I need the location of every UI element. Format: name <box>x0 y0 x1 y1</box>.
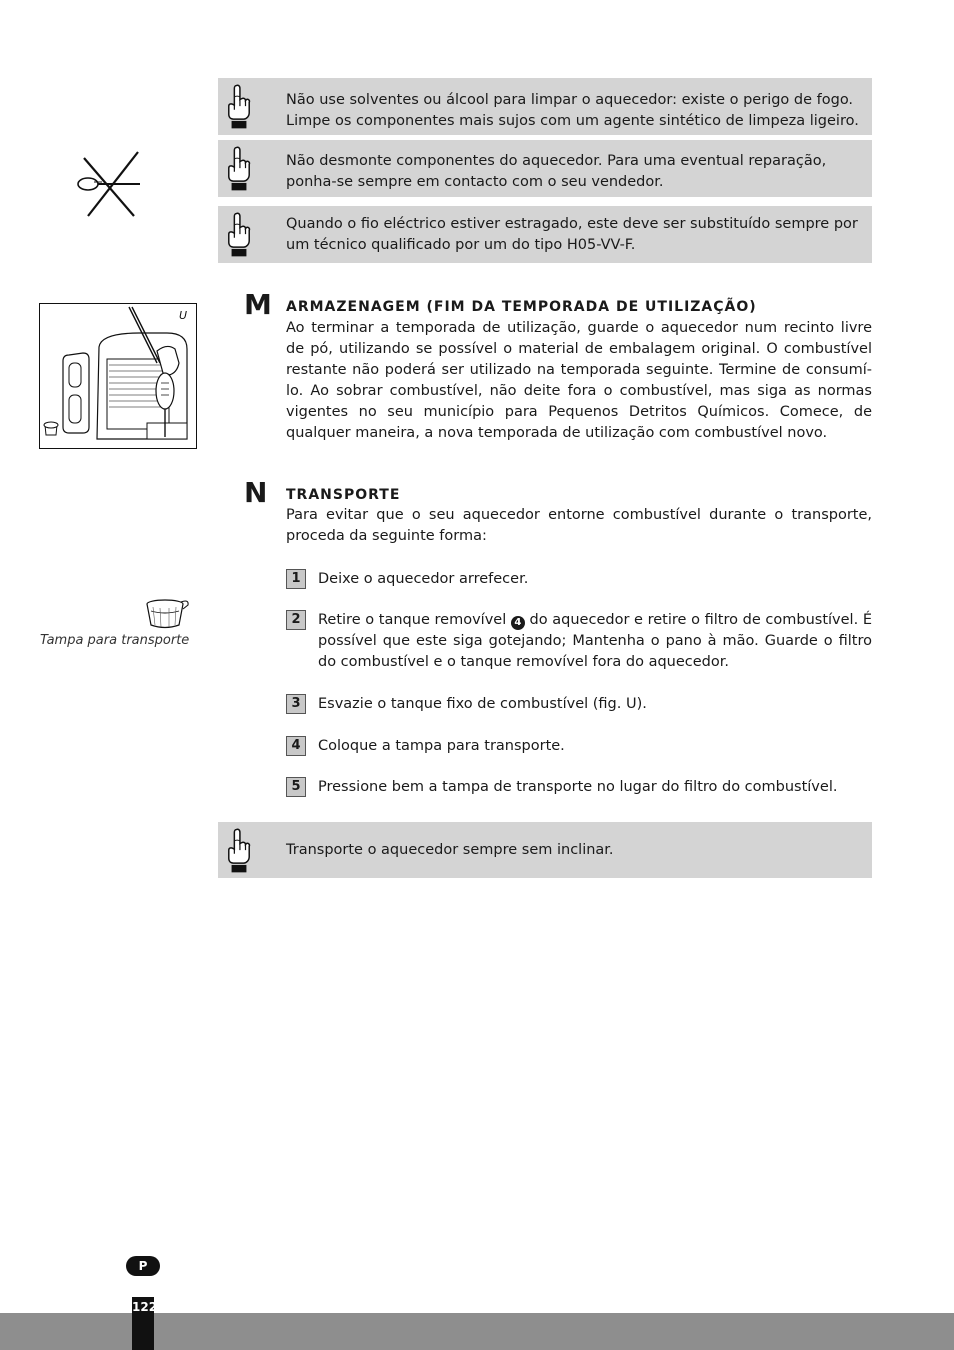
section-letter-m: M <box>244 288 272 321</box>
transport-intro-paragraph: Para evitar que o seu aquecedor entorne combustível durante o transporte, proceda da seguinte forma: <box>286 507 872 544</box>
section-title-storage: ARMAZENAGEM (FIM DA TEMPORADA DE UTILIZAÇÃO) <box>286 299 757 315</box>
section-letter-n: N <box>244 476 268 509</box>
pointing-hand-icon <box>226 82 252 132</box>
step-text: Pressione bem a tampa de transporte no lugar do filtro do combustível. <box>318 779 838 795</box>
pointing-hand-icon <box>226 826 252 876</box>
step-text: Esvazie o tanque fixo de combustível (fig. U). <box>318 696 647 712</box>
warning-note-transport <box>218 822 872 878</box>
figure-label: U <box>179 309 188 322</box>
component-reference-badge: 4 <box>511 616 525 630</box>
language-badge: P <box>126 1256 160 1276</box>
transport-cap-caption: Tampa para transporte <box>40 633 190 648</box>
note-line: um técnico qualificado por um do tipo H05-VV-F. <box>286 237 636 253</box>
step-number: 4 <box>286 736 306 756</box>
note-line: Quando o fio eléctrico estiver estragado, este deve ser substituído sempre por <box>286 216 858 232</box>
step-text: Coloque a tampa para transporte. <box>318 738 565 754</box>
figure-u-heater-pump-illustration <box>39 303 197 449</box>
note-line: ponha-se sempre em contacto com o seu vendedor. <box>286 174 664 190</box>
note-line: Transporte o aquecedor sempre sem inclinar. <box>286 842 614 858</box>
pointing-hand-icon <box>226 210 252 260</box>
warning-note-solvents <box>218 78 872 135</box>
step-text: Deixe o aquecedor arrefecer. <box>318 571 529 587</box>
note-line: Não desmonte componentes do aquecedor. Para uma eventual reparação, <box>286 153 827 169</box>
step-number: 5 <box>286 777 306 797</box>
step-text-part: Retire o tanque removível <box>318 612 507 628</box>
warning-note-disassembly <box>218 140 872 197</box>
warning-note-cable <box>218 206 872 263</box>
step-number: 1 <box>286 569 306 589</box>
pointing-hand-icon <box>226 144 252 194</box>
step-text-part: do aquecedor e retire o filtro de combustível. É possível que este siga gotejando; Mantenha o pano à mão. Guarde o filtro do combustível e o tanque removível fora do aquecedor. <box>318 612 873 670</box>
step-number: 3 <box>286 694 306 714</box>
note-line: Limpe os componentes mais sujos com um agente sintético de limpeza ligeiro. <box>286 113 859 129</box>
step-text <box>318 610 872 673</box>
note-line: Não use solventes ou álcool para limpar o aquecedor: existe o perigo de fogo. <box>286 92 854 108</box>
transport-cap-icon <box>143 597 191 631</box>
page-number: 122 <box>132 1300 158 1314</box>
step-number: 2 <box>286 610 306 630</box>
no-screwdriver-icon <box>74 148 154 220</box>
section-title-transport: TRANSPORTE <box>286 487 401 503</box>
storage-paragraph: Ao terminar a temporada de utilização, guarde o aquecedor num recinto livre de pó, utilizando se possível o material de embalagem original. O combustível restante não poderá ser utilizado na temporada seguinte. Termine de consumí-lo. Ao sobrar combustível, não deite fora o combustível, mas siga as normas vigentes no seu município para Pequenos Detritos Químicos. Comece, de qualquer maneira, a nova temporada de utilização com combustível novo. <box>286 320 872 441</box>
